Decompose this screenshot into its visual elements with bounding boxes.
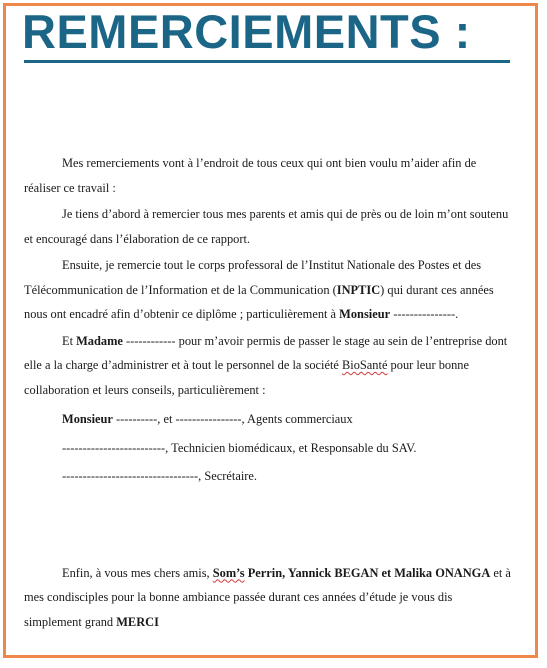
paragraph-intro: Mes remerciements vont à l’endroit de tous ceux qui ont bien voulu m’aider afin de réaliser ce travail : [24, 156, 477, 195]
friend-names: Perrin, Yannick BEGAN et Malika ONANGA [244, 565, 491, 580]
page-title: REMERCIEMENTS : [22, 5, 471, 58]
title-underline [24, 60, 510, 63]
text-run: ) qui durant ces années nous ont encadré afin d’obtenir ce diplôme ; particulièrement à [24, 282, 494, 321]
title-monsieur: Monsieur [62, 412, 113, 426]
text-run: et à mes condisciples pour la bonne ambiance passée durant ces années d’étude je vous dis simplement grand [24, 565, 511, 629]
staff-line-secretary: ---------------------------------, Secrétaire. [62, 469, 257, 483]
staff-line-technician: -------------------------, Technicien biomédicaux, et Responsable du SAV. [62, 440, 417, 455]
paragraph-professors [24, 253, 512, 327]
closing-merci: MERCI [116, 614, 159, 629]
text-run: ---------------. [390, 307, 459, 321]
acronym-inptic: INPTIC [336, 282, 381, 297]
paragraph-company [24, 329, 512, 403]
title-madame: Madame [76, 333, 123, 348]
document-body [24, 151, 512, 634]
text-run: Enfin, à vous mes chers amis, [62, 565, 213, 580]
paragraph-friends [24, 561, 512, 635]
paragraph-parents: Je tiens d’abord à remercier tous mes parents et amis qui de près ou de loin m’ont soutenu et encouragé dans l’élaboration de ce rapport. [24, 207, 509, 246]
company-name: BioSanté [342, 358, 388, 372]
text-run: ----------, et ----------------, Agents commerciaux [112, 412, 353, 426]
text-run: Et [62, 333, 77, 348]
staff-line-commercial [24, 407, 512, 432]
text-run: Ensuite, je remercie tout le corps professoral de l’Institut Nationale des Postes et des Télécommunication de l’Information et de la Communication ( [24, 258, 482, 297]
text-run: ------------ pour m’avoir permis de passer le stage au sein de l’entreprise dont elle a la charge d’administrer et à tout le personnel de la société [24, 333, 508, 372]
title-monsieur: Monsieur [339, 307, 391, 321]
text-run: pour leur bonne collaboration et leurs conseils, particulièrement : [24, 358, 470, 397]
friend-name-soms: Som’s [212, 565, 245, 580]
